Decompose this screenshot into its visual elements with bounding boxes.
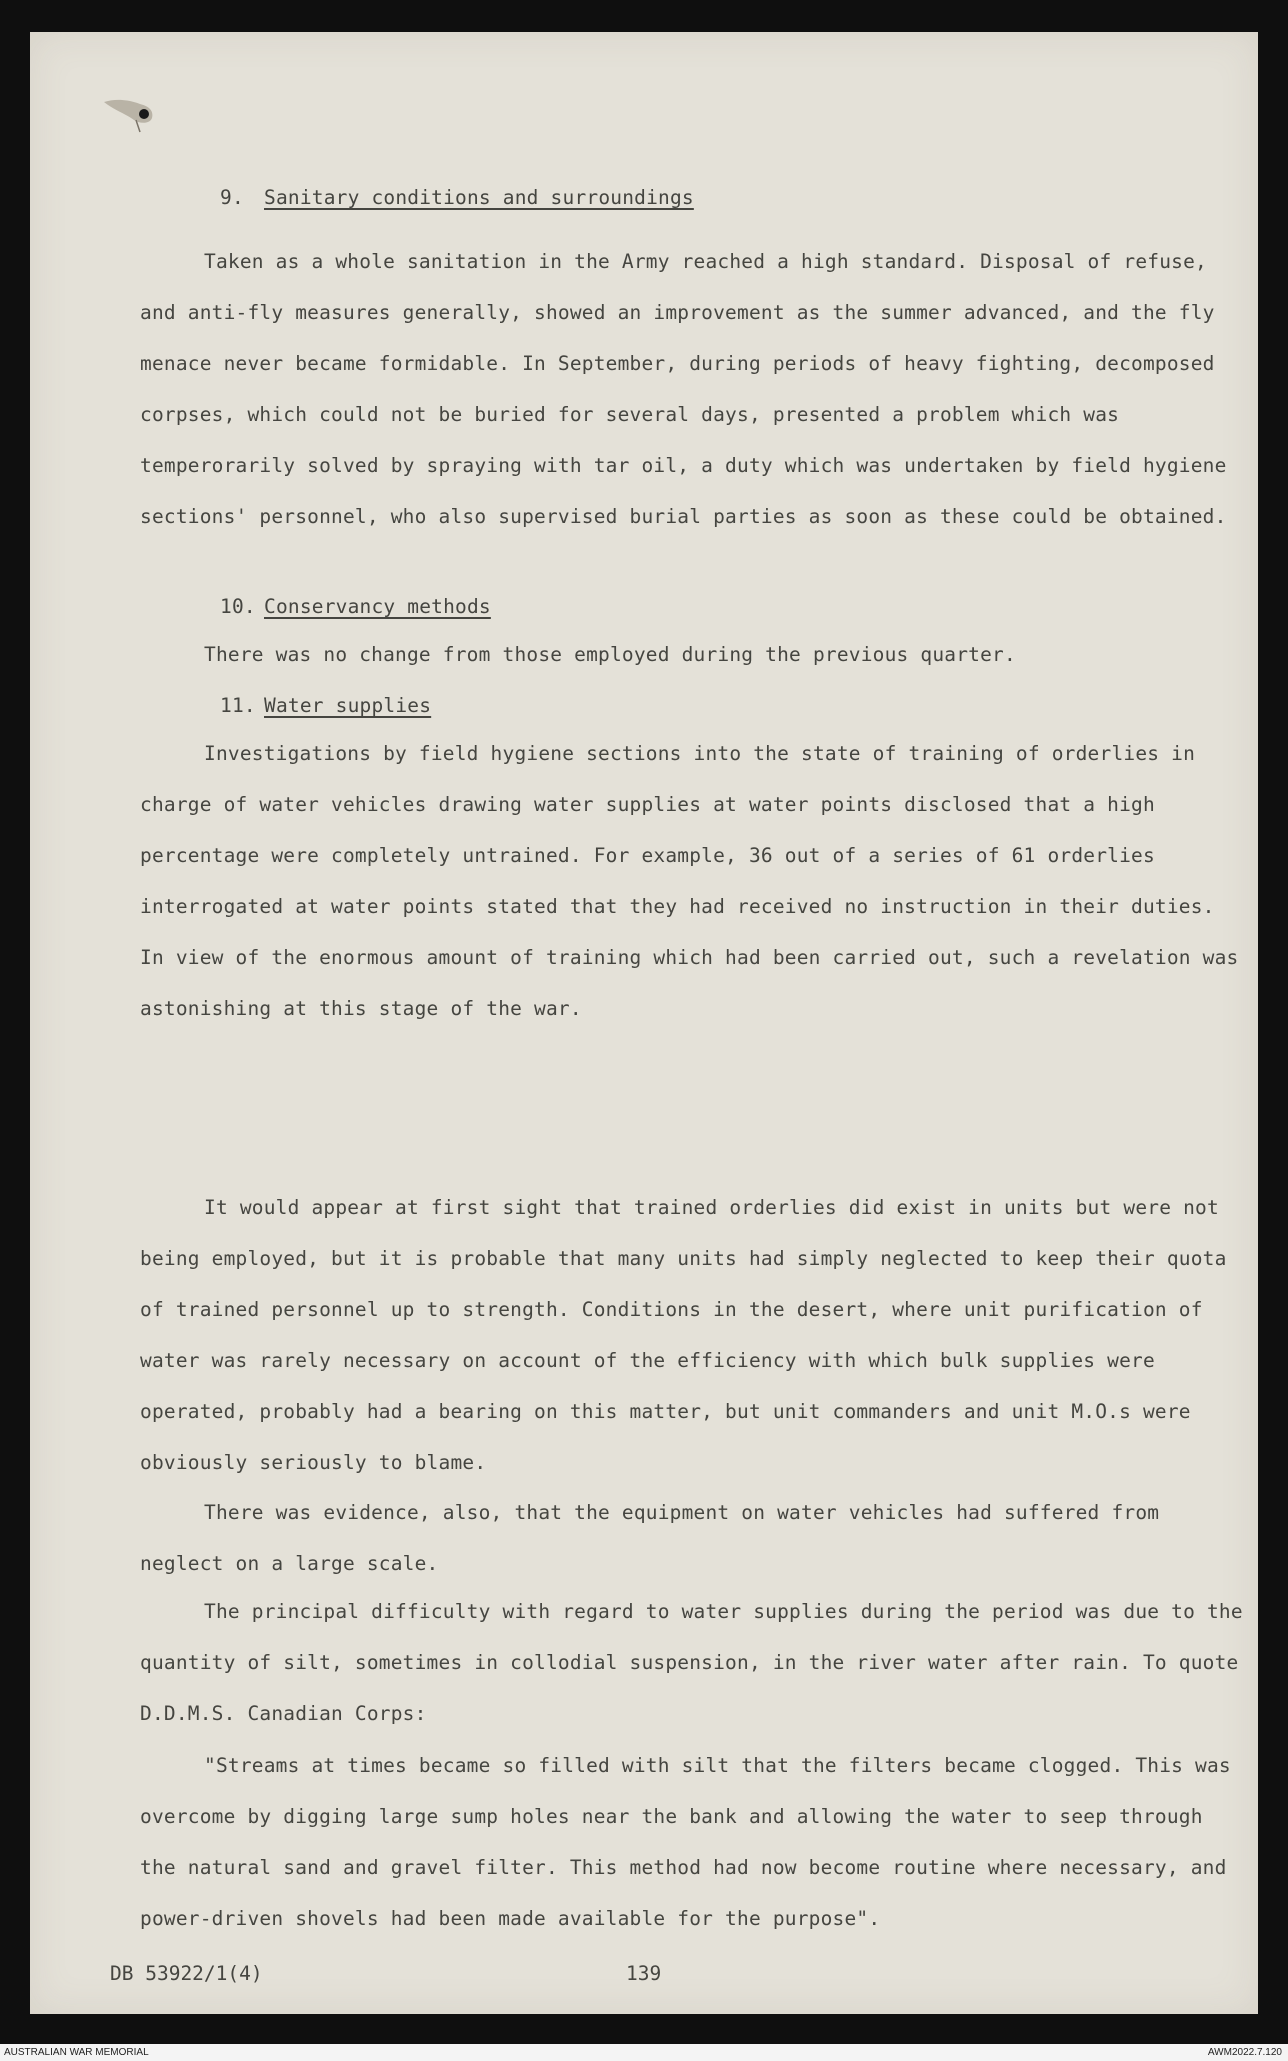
section-title: Sanitary conditions and surroundings: [264, 186, 694, 209]
paragraph: Investigations by field hygiene sections into the state of training of orderlies in charge of water vehicles drawing water supplies at water points disclosed that a high percentage were completely untrained. For example, 36 out of a series of 61 orderlies interrogated at water points stated that they had received no instruction in their duties. In view of the enormous amount of training which had been carried out, such a revelation was astonishing at this stage of the war.: [140, 742, 1239, 1020]
document-page: [30, 32, 1258, 2014]
archive-accession: AWM2022.7.120: [1207, 2047, 1282, 2058]
document-reference: DB 53922/1(4): [110, 1962, 263, 1985]
page-number: 139: [626, 1962, 662, 1985]
archive-strip: [0, 2044, 1288, 2061]
section-number: 9.: [220, 186, 244, 209]
section-number: 11.: [220, 694, 256, 717]
paragraph: The principal difficulty with regard to water supplies during the period was due to the quantity of silt, sometimes in collodial suspension, in the river water after rain. To quote D.D.M.S. Canadian Corps:: [140, 1600, 1243, 1725]
paragraph: "Streams at times became so filled with silt that the filters became clogged. This was overcome by digging large sump holes near the bank and allowing the water to seep through the natural sand and gravel filter. This method had now become routine where necessary, and power-driven shovels had been made available for the purpose".: [140, 1754, 1231, 1930]
paragraph: There was no change from those employed during the previous quarter.: [204, 643, 1016, 666]
archive-name: AUSTRALIAN WAR MEMORIAL: [4, 2047, 149, 2058]
section-number: 10.: [220, 595, 256, 618]
paragraph: There was evidence, also, that the equipment on water vehicles had suffered from neglect on a large scale.: [140, 1501, 1160, 1575]
paragraph: Taken as a whole sanitation in the Army reached a high standard. Disposal of refuse, and anti-fly measures generally, showed an improvement as the summer advanced, and the fly menace never became formidable. In September, during periods of heavy fighting, decomposed corpses, which could not be buried for several days, presented a problem which was temperorarily solved by spraying with tar oil, a duty which was undertaken by field hygiene sections' personnel, who also supervised burial parties as soon as these could be obtained.: [140, 250, 1227, 528]
paper-damage-mark: [96, 90, 186, 136]
section-title: Conservancy methods: [264, 595, 491, 618]
paragraph: It would appear at first sight that trained orderlies did exist in units but were not being employed, but it is probable that many units had simply neglected to keep their quota of trained personnel up to strength. Conditions in the desert, where unit purification of water was rarely necessary on account of the efficiency with which bulk supplies were operated, probably had a bearing on this matter, but unit commanders and unit M.O.s were obviously seriously to blame.: [140, 1196, 1227, 1474]
section-title: Water supplies: [264, 694, 432, 717]
